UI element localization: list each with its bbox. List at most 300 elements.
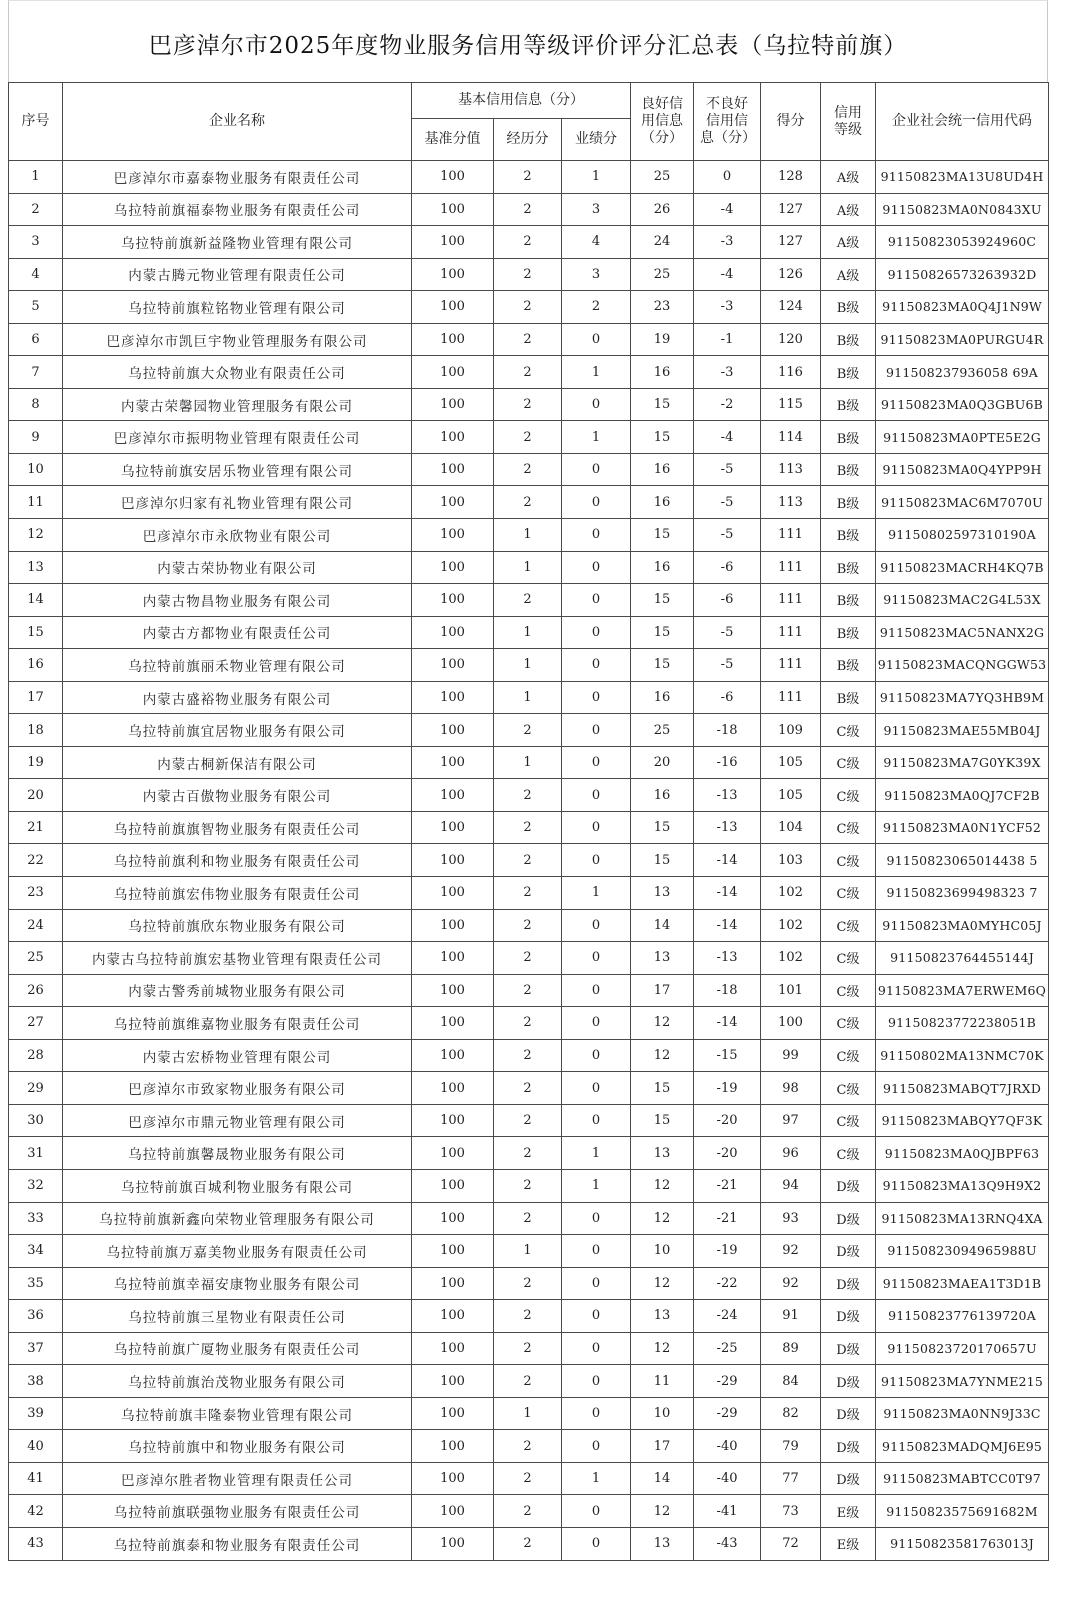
cell-credit-level: C级	[821, 811, 876, 844]
cell-score: 111	[761, 616, 821, 649]
cell-company-name: 内蒙古宏桥物业管理有限公司	[63, 1039, 412, 1072]
table-row	[9, 226, 1049, 259]
cell-good-credit: 14	[631, 909, 694, 942]
cell-base-score: 100	[412, 942, 494, 975]
cell-company-name: 乌拉特前旗利和物业服务有限责任公司	[63, 844, 412, 877]
cell-experience-score: 2	[494, 779, 562, 812]
cell-seq: 41	[9, 1462, 63, 1495]
cell-credit-level: B级	[821, 681, 876, 714]
cell-credit-level: D级	[821, 1365, 876, 1398]
cell-good-credit: 16	[631, 453, 694, 486]
cell-base-score: 100	[412, 356, 494, 389]
header-credit-level: 信用等级	[821, 83, 876, 161]
cell-base-score: 100	[412, 1365, 494, 1398]
cell-base-score: 100	[412, 649, 494, 682]
cell-credit-level: B级	[821, 421, 876, 454]
cell-seq: 33	[9, 1202, 63, 1235]
cell-experience-score: 2	[494, 1300, 562, 1333]
cell-performance-score: 0	[562, 1332, 631, 1365]
cell-seq: 27	[9, 1007, 63, 1040]
cell-good-credit: 13	[631, 1527, 694, 1560]
cell-credit-level: B级	[821, 551, 876, 584]
cell-bad-credit: -5	[694, 519, 761, 552]
cell-base-score: 100	[412, 714, 494, 747]
cell-credit-code: 91150823MA0Q4YPP9H	[876, 453, 1049, 486]
cell-bad-credit: -21	[694, 1169, 761, 1202]
cell-good-credit: 12	[631, 1039, 694, 1072]
cell-performance-score: 0	[562, 811, 631, 844]
cell-company-name: 乌拉特前旗万嘉美物业服务有限责任公司	[63, 1235, 412, 1268]
cell-credit-level: B级	[821, 486, 876, 519]
cell-good-credit: 13	[631, 877, 694, 910]
cell-performance-score: 3	[562, 193, 631, 226]
cell-bad-credit: -40	[694, 1462, 761, 1495]
cell-company-name: 乌拉特前旗维嘉物业服务有限责任公司	[63, 1007, 412, 1040]
cell-company-name: 乌拉特前旗三星物业有限责任公司	[63, 1300, 412, 1333]
cell-credit-code: 91150823MABQY7QF3K	[876, 1104, 1049, 1137]
cell-company-name: 乌拉特前旗宏伟物业服务有限责任公司	[63, 877, 412, 910]
cell-credit-code: 91150823MA0PTE5E2G	[876, 421, 1049, 454]
cell-performance-score: 0	[562, 453, 631, 486]
cell-base-score: 100	[412, 551, 494, 584]
cell-company-name: 乌拉特前旗泰和物业服务有限责任公司	[63, 1527, 412, 1560]
cell-credit-code: 91150823MAEA1T3D1B	[876, 1267, 1049, 1300]
header-experience-score: 经历分	[494, 119, 562, 161]
cell-bad-credit: -29	[694, 1397, 761, 1430]
cell-experience-score: 1	[494, 1397, 562, 1430]
cell-performance-score: 2	[562, 291, 631, 324]
cell-experience-score: 2	[494, 291, 562, 324]
cell-good-credit: 15	[631, 421, 694, 454]
cell-credit-level: C级	[821, 942, 876, 975]
cell-bad-credit: -20	[694, 1137, 761, 1170]
cell-score: 128	[761, 161, 821, 194]
header-seq: 序号	[9, 83, 63, 161]
cell-good-credit: 13	[631, 942, 694, 975]
cell-good-credit: 16	[631, 551, 694, 584]
cell-performance-score: 0	[562, 974, 631, 1007]
cell-experience-score: 2	[494, 1137, 562, 1170]
cell-performance-score: 0	[562, 519, 631, 552]
cell-credit-code: 911508237936058 69A	[876, 356, 1049, 389]
cell-credit-code: 91150823764455144J	[876, 942, 1049, 975]
cell-good-credit: 12	[631, 1267, 694, 1300]
cell-score: 101	[761, 974, 821, 1007]
cell-bad-credit: -19	[694, 1072, 761, 1105]
cell-seq: 38	[9, 1365, 63, 1398]
cell-experience-score: 2	[494, 974, 562, 1007]
cell-credit-level: B级	[821, 388, 876, 421]
header-good-credit: 良好信用信息（分）	[631, 83, 694, 161]
table-row	[9, 649, 1049, 682]
cell-credit-level: E级	[821, 1527, 876, 1560]
cell-company-name: 内蒙古荣协物业有限公司	[63, 551, 412, 584]
cell-good-credit: 23	[631, 291, 694, 324]
cell-performance-score: 0	[562, 1007, 631, 1040]
cell-good-credit: 17	[631, 974, 694, 1007]
table-row	[9, 258, 1049, 291]
cell-credit-code: 91150823MA0QJBPF63	[876, 1137, 1049, 1170]
cell-performance-score: 0	[562, 1365, 631, 1398]
cell-seq: 13	[9, 551, 63, 584]
cell-seq: 40	[9, 1430, 63, 1463]
table-row	[9, 356, 1049, 389]
header-performance-score: 业绩分	[562, 119, 631, 161]
cell-score: 105	[761, 746, 821, 779]
cell-experience-score: 2	[494, 161, 562, 194]
cell-experience-score: 2	[494, 1462, 562, 1495]
cell-base-score: 100	[412, 844, 494, 877]
cell-credit-level: D级	[821, 1430, 876, 1463]
cell-company-name: 乌拉特前旗粒铭物业管理有限公司	[63, 291, 412, 324]
cell-experience-score: 2	[494, 811, 562, 844]
table-row	[9, 877, 1049, 910]
cell-performance-score: 1	[562, 356, 631, 389]
cell-experience-score: 2	[494, 486, 562, 519]
cell-base-score: 100	[412, 486, 494, 519]
credit-score-table	[8, 82, 1049, 1561]
cell-company-name: 乌拉特前旗联强物业服务有限责任公司	[63, 1495, 412, 1528]
table-row	[9, 1300, 1049, 1333]
cell-performance-score: 0	[562, 746, 631, 779]
cell-experience-score: 2	[494, 1039, 562, 1072]
cell-bad-credit: -18	[694, 714, 761, 747]
cell-experience-score: 2	[494, 421, 562, 454]
cell-good-credit: 12	[631, 1169, 694, 1202]
cell-performance-score: 1	[562, 421, 631, 454]
cell-bad-credit: -13	[694, 942, 761, 975]
cell-score: 72	[761, 1527, 821, 1560]
cell-credit-level: C级	[821, 714, 876, 747]
cell-experience-score: 2	[494, 1072, 562, 1105]
page-title: 巴彦淖尔市2025年度物业服务信用等级评价评分汇总表（乌拉特前旗）	[8, 0, 1048, 82]
cell-credit-level: C级	[821, 909, 876, 942]
header-basic-credit-group: 基本信用信息（分）	[412, 83, 631, 119]
cell-credit-level: B级	[821, 323, 876, 356]
cell-credit-code: 91150823MA7ERWEM6Q	[876, 974, 1049, 1007]
cell-score: 102	[761, 877, 821, 910]
cell-company-name: 内蒙古百傲物业服务有限公司	[63, 779, 412, 812]
cell-company-name: 巴彦淖尔市嘉泰物业服务有限责任公司	[63, 161, 412, 194]
cell-score: 127	[761, 193, 821, 226]
cell-score: 98	[761, 1072, 821, 1105]
cell-base-score: 100	[412, 1462, 494, 1495]
cell-company-name: 巴彦淖尔胜者物业管理有限责任公司	[63, 1462, 412, 1495]
cell-score: 92	[761, 1267, 821, 1300]
cell-bad-credit: -14	[694, 877, 761, 910]
cell-base-score: 100	[412, 161, 494, 194]
table-row	[9, 714, 1049, 747]
cell-credit-level: C级	[821, 844, 876, 877]
cell-experience-score: 1	[494, 519, 562, 552]
cell-bad-credit: -25	[694, 1332, 761, 1365]
cell-credit-code: 91150823MA0MYHC05J	[876, 909, 1049, 942]
cell-credit-level: B级	[821, 616, 876, 649]
cell-base-score: 100	[412, 811, 494, 844]
cell-credit-code: 91150823094965988U	[876, 1235, 1049, 1268]
cell-seq: 37	[9, 1332, 63, 1365]
cell-experience-score: 2	[494, 1202, 562, 1235]
cell-company-name: 内蒙古警秀前城物业服务有限公司	[63, 974, 412, 1007]
header-score: 得分	[761, 83, 821, 161]
table-body	[9, 161, 1049, 1561]
cell-good-credit: 15	[631, 811, 694, 844]
cell-score: 113	[761, 453, 821, 486]
table-row	[9, 486, 1049, 519]
cell-experience-score: 2	[494, 388, 562, 421]
cell-seq: 9	[9, 421, 63, 454]
cell-good-credit: 15	[631, 388, 694, 421]
cell-good-credit: 15	[631, 616, 694, 649]
cell-credit-code: 91150823MACQNGGW53	[876, 649, 1049, 682]
spreadsheet-sheet	[8, 0, 1048, 1592]
cell-company-name: 乌拉特前旗宜居物业服务有限公司	[63, 714, 412, 747]
cell-performance-score: 0	[562, 1202, 631, 1235]
cell-good-credit: 11	[631, 1365, 694, 1398]
cell-score: 94	[761, 1169, 821, 1202]
cell-good-credit: 10	[631, 1397, 694, 1430]
cell-bad-credit: -24	[694, 1300, 761, 1333]
cell-company-name: 乌拉特前旗幸福安康物业服务有限公司	[63, 1267, 412, 1300]
cell-bad-credit: -6	[694, 584, 761, 617]
header-bad-credit: 不良好信用信息（分）	[694, 83, 761, 161]
cell-base-score: 100	[412, 226, 494, 259]
cell-experience-score: 2	[494, 1365, 562, 1398]
cell-good-credit: 13	[631, 1137, 694, 1170]
cell-score: 73	[761, 1495, 821, 1528]
cell-credit-code: 91150823053924960C	[876, 226, 1049, 259]
cell-score: 111	[761, 584, 821, 617]
cell-seq: 12	[9, 519, 63, 552]
cell-company-name: 内蒙古方都物业有限责任公司	[63, 616, 412, 649]
cell-good-credit: 25	[631, 714, 694, 747]
cell-score: 96	[761, 1137, 821, 1170]
cell-credit-code: 91150823772238051B	[876, 1007, 1049, 1040]
table-row	[9, 1397, 1049, 1430]
cell-seq: 19	[9, 746, 63, 779]
cell-score: 84	[761, 1365, 821, 1398]
cell-good-credit: 14	[631, 1462, 694, 1495]
cell-credit-level: C级	[821, 974, 876, 1007]
cell-bad-credit: -19	[694, 1235, 761, 1268]
cell-credit-level: B级	[821, 519, 876, 552]
cell-credit-code: 91150823MA0QJ7CF2B	[876, 779, 1049, 812]
cell-seq: 20	[9, 779, 63, 812]
cell-performance-score: 0	[562, 844, 631, 877]
table-row	[9, 1104, 1049, 1137]
cell-credit-code: 91150823MA7YQ3HB9M	[876, 681, 1049, 714]
cell-base-score: 100	[412, 1007, 494, 1040]
cell-experience-score: 2	[494, 1169, 562, 1202]
cell-performance-score: 1	[562, 161, 631, 194]
cell-seq: 43	[9, 1527, 63, 1560]
cell-company-name: 乌拉特前旗福泰物业服务有限责任公司	[63, 193, 412, 226]
cell-good-credit: 16	[631, 779, 694, 812]
cell-base-score: 100	[412, 1202, 494, 1235]
table-row	[9, 974, 1049, 1007]
cell-seq: 2	[9, 193, 63, 226]
cell-experience-score: 2	[494, 714, 562, 747]
cell-base-score: 100	[412, 1397, 494, 1430]
cell-credit-level: D级	[821, 1202, 876, 1235]
cell-score: 105	[761, 779, 821, 812]
cell-score: 127	[761, 226, 821, 259]
cell-score: 124	[761, 291, 821, 324]
cell-performance-score: 0	[562, 779, 631, 812]
cell-performance-score: 1	[562, 877, 631, 910]
cell-performance-score: 0	[562, 388, 631, 421]
cell-credit-level: C级	[821, 1072, 876, 1105]
cell-credit-level: A级	[821, 226, 876, 259]
cell-seq: 15	[9, 616, 63, 649]
cell-credit-code: 91150823MA0Q4J1N9W	[876, 291, 1049, 324]
cell-bad-credit: -41	[694, 1495, 761, 1528]
cell-company-name: 巴彦淖尔市振明物业管理有限责任公司	[63, 421, 412, 454]
cell-good-credit: 12	[631, 1007, 694, 1040]
cell-seq: 5	[9, 291, 63, 324]
table-row	[9, 1007, 1049, 1040]
cell-score: 109	[761, 714, 821, 747]
cell-experience-score: 2	[494, 1430, 562, 1463]
cell-experience-score: 2	[494, 323, 562, 356]
table-row	[9, 1235, 1049, 1268]
cell-credit-level: A级	[821, 258, 876, 291]
cell-seq: 30	[9, 1104, 63, 1137]
cell-bad-credit: -16	[694, 746, 761, 779]
cell-base-score: 100	[412, 421, 494, 454]
table-row	[9, 779, 1049, 812]
cell-performance-score: 0	[562, 681, 631, 714]
cell-credit-level: A级	[821, 161, 876, 194]
cell-base-score: 100	[412, 519, 494, 552]
cell-base-score: 100	[412, 323, 494, 356]
cell-credit-level: C级	[821, 746, 876, 779]
cell-company-name: 乌拉特前旗丰隆泰物业管理有限公司	[63, 1397, 412, 1430]
cell-credit-code: 91150823575691682M	[876, 1495, 1049, 1528]
cell-score: 111	[761, 551, 821, 584]
cell-base-score: 100	[412, 453, 494, 486]
cell-credit-code: 91150823MAC5NANX2G	[876, 616, 1049, 649]
cell-company-name: 内蒙古腾元物业管理有限责任公司	[63, 258, 412, 291]
cell-base-score: 100	[412, 974, 494, 1007]
cell-performance-score: 0	[562, 1267, 631, 1300]
cell-credit-level: D级	[821, 1267, 876, 1300]
cell-experience-score: 2	[494, 1007, 562, 1040]
cell-score: 115	[761, 388, 821, 421]
cell-bad-credit: -2	[694, 388, 761, 421]
cell-good-credit: 13	[631, 1300, 694, 1333]
cell-score: 104	[761, 811, 821, 844]
cell-bad-credit: -5	[694, 486, 761, 519]
cell-experience-score: 2	[494, 1332, 562, 1365]
cell-credit-code: 91150823MA0N1YCF52	[876, 811, 1049, 844]
cell-seq: 42	[9, 1495, 63, 1528]
cell-good-credit: 16	[631, 486, 694, 519]
cell-seq: 36	[9, 1300, 63, 1333]
cell-credit-level: A级	[821, 193, 876, 226]
cell-company-name: 乌拉特前旗治茂物业服务有限公司	[63, 1365, 412, 1398]
cell-good-credit: 15	[631, 584, 694, 617]
cell-good-credit: 19	[631, 323, 694, 356]
cell-experience-score: 1	[494, 551, 562, 584]
cell-score: 120	[761, 323, 821, 356]
cell-credit-level: C级	[821, 1007, 876, 1040]
cell-credit-code: 91150823MA0NN9J33C	[876, 1397, 1049, 1430]
cell-base-score: 100	[412, 1039, 494, 1072]
table-row	[9, 942, 1049, 975]
cell-good-credit: 16	[631, 356, 694, 389]
cell-good-credit: 15	[631, 1104, 694, 1137]
cell-company-name: 乌拉特前旗安居乐物业管理有限公司	[63, 453, 412, 486]
cell-seq: 31	[9, 1137, 63, 1170]
table-row	[9, 844, 1049, 877]
table-row	[9, 584, 1049, 617]
cell-seq: 1	[9, 161, 63, 194]
header-credit-code: 企业社会统一信用代码	[876, 83, 1049, 161]
cell-good-credit: 20	[631, 746, 694, 779]
cell-experience-score: 1	[494, 1235, 562, 1268]
table-row	[9, 681, 1049, 714]
cell-score: 91	[761, 1300, 821, 1333]
table-row	[9, 291, 1049, 324]
cell-company-name: 乌拉特前旗广厦物业服务有限责任公司	[63, 1332, 412, 1365]
header-base-score: 基准分值	[412, 119, 494, 161]
cell-seq: 23	[9, 877, 63, 910]
cell-credit-code: 91150826573263932D	[876, 258, 1049, 291]
cell-bad-credit: -3	[694, 356, 761, 389]
cell-experience-score: 2	[494, 584, 562, 617]
cell-credit-code: 91150823MA7G0YK39X	[876, 746, 1049, 779]
cell-credit-code: 91150823720170657U	[876, 1332, 1049, 1365]
cell-score: 100	[761, 1007, 821, 1040]
cell-seq: 32	[9, 1169, 63, 1202]
cell-base-score: 100	[412, 388, 494, 421]
cell-seq: 16	[9, 649, 63, 682]
cell-performance-score: 0	[562, 942, 631, 975]
cell-base-score: 100	[412, 779, 494, 812]
cell-performance-score: 0	[562, 1235, 631, 1268]
cell-base-score: 100	[412, 1169, 494, 1202]
table-row	[9, 519, 1049, 552]
cell-score: 77	[761, 1462, 821, 1495]
cell-performance-score: 0	[562, 551, 631, 584]
cell-experience-score: 1	[494, 681, 562, 714]
cell-seq: 3	[9, 226, 63, 259]
cell-good-credit: 25	[631, 161, 694, 194]
table-row	[9, 1137, 1049, 1170]
cell-credit-code: 91150823MA0Q3GBU6B	[876, 388, 1049, 421]
cell-experience-score: 2	[494, 453, 562, 486]
cell-base-score: 100	[412, 1137, 494, 1170]
cell-base-score: 100	[412, 258, 494, 291]
table-row	[9, 551, 1049, 584]
table-row	[9, 1462, 1049, 1495]
cell-credit-level: C级	[821, 779, 876, 812]
header-company-name: 企业名称	[63, 83, 412, 161]
cell-base-score: 100	[412, 746, 494, 779]
cell-credit-code: 91150823MAE55MB04J	[876, 714, 1049, 747]
cell-bad-credit: -14	[694, 844, 761, 877]
table-row	[9, 746, 1049, 779]
cell-credit-code: 91150802MA13NMC70K	[876, 1039, 1049, 1072]
cell-base-score: 100	[412, 1235, 494, 1268]
cell-credit-code: 91150823MA13U8UD4H	[876, 161, 1049, 194]
cell-performance-score: 0	[562, 1430, 631, 1463]
cell-credit-code: 91150823MA7YNME215	[876, 1365, 1049, 1398]
cell-company-name: 乌拉特前旗馨晟物业服务有限公司	[63, 1137, 412, 1170]
cell-seq: 22	[9, 844, 63, 877]
cell-performance-score: 1	[562, 1169, 631, 1202]
